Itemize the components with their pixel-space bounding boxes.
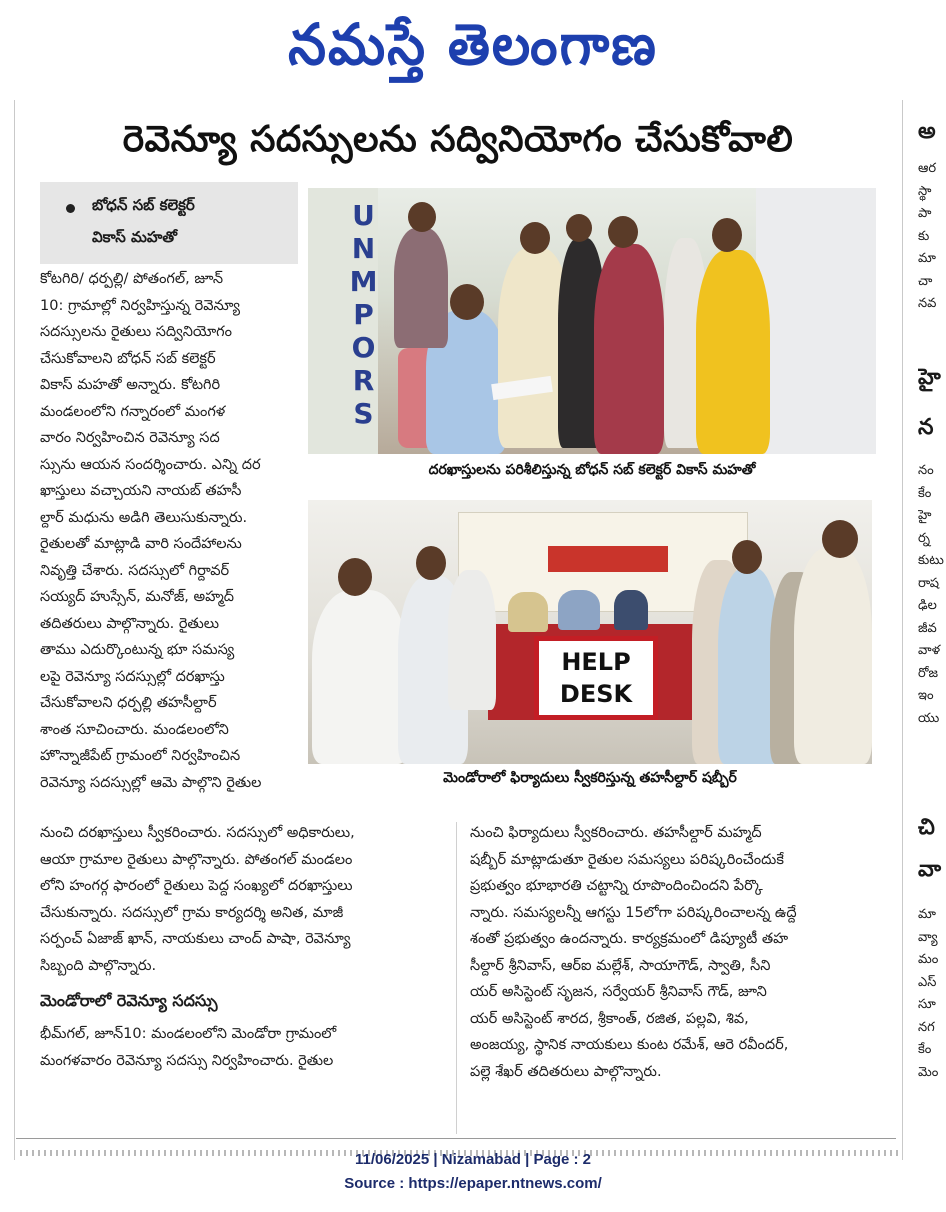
body-line: వికాస్ మహతో అన్నారు. కోటగిరి [40,377,221,393]
side-line: కుటు [918,553,944,568]
person [448,570,496,710]
body-line: స్సును ఆయన సందర్శించారు. ఎన్ని దర [40,456,261,473]
photo2-caption: మెండోరాలో ఫిర్యాదులు స్వీకరిస్తున్న తహసీల్దార్ షబ్బీర్ [443,770,737,786]
section-subhead: మెండోరాలో రెవెన్యూ సదస్సు [40,991,218,1010]
byline-box [40,182,298,264]
newspaper-logo: నమస్తే తెలంగాణ [288,10,658,78]
masthead [0,0,946,90]
footer-source-link[interactable]: Source : https://epaper.ntnews.com/ [344,1175,602,1192]
side-line: ఢిల [918,598,937,613]
body-line: సయ్యద్ హుస్సేన్, మనోజ్, అహ్మద్ [40,589,235,605]
side-line: మం [918,952,939,967]
body-line: ల్దార్ మధును అడిగి తెలుసుకున్నారు. [40,509,248,526]
body-line: యర్ అసిస్టెంట్ సృజన, సర్వేయర్ శ్రీనివాస్ గౌడ్, జూని [470,984,767,1000]
body-line: మండలంలోని గన్నారంలో మంగళ [40,403,226,420]
page-footer [0,1148,946,1196]
person-head [822,520,858,558]
side-line: ఆర [918,161,937,176]
side-heading: న [918,415,934,440]
side-line: వాళ [918,643,941,658]
bullet-icon [66,204,75,213]
body-line: భీమ్‌గల్, జూన్10: మండలంలోని మెండోరా గ్రామంలో [40,1026,337,1042]
body-line: శాంత సూచించారు. మండలంలోని [40,721,229,738]
person-head [416,546,446,580]
side-line: జీవ [918,620,937,636]
body-line: అంజయ్య, స్థానిక నాయకులు కుంట రమేశ్, ఆరె రవీందర్, [470,1037,789,1053]
side-line: ఎస్ [918,974,937,990]
side-line: మెం [918,1064,939,1080]
article-bottom-left-column [40,820,450,1074]
side-line: నవ [918,296,937,311]
body-line: శంతో ప్రభుత్వం ఉందన్నారు. కార్యక్రమంలో డిప్యూటీ తహ [470,931,789,947]
body-line: సీల్దార్ శ్రీనివాస్, ఆర్ఐ మల్లేశ్, సాయాగౌడ్, స్వాతి, సీని [470,957,771,974]
person [394,228,448,348]
body-line: సిబ్బంది పాల్గొన్నారు. [40,957,157,974]
person-head [608,216,638,248]
side-line: ర్న [918,530,930,546]
body-line: న్నారు. సమస్యలన్నీ ఆగస్టు 15లోగా పరిష్కరించాలన్న ఉద్దే [470,904,797,921]
person [508,592,548,632]
side-line: రాష [918,575,940,591]
body-line: తాము ఎదుర్కొంటున్న భూ సమస్య [40,642,235,658]
side-heading: వా [918,857,942,882]
side-line: కేం [918,485,932,501]
side-line: స్థా [918,183,932,199]
person-head [712,218,742,252]
person [794,548,872,764]
body-line: లపై రెవెన్యూ సదస్సుల్లో దరఖాస్తు [40,668,225,685]
side-heading: చి [918,815,935,840]
help-desk-line2: DESK [559,680,633,708]
side-line: ఇం [918,688,934,703]
person [558,590,600,630]
body-line: పల్లె శేఖర్ తదితరులు పాల్గొన్నారు. [470,1063,662,1080]
banner-title-strip [548,546,668,572]
body-line: చేసుకోవాలని ధర్పల్లి తహసీల్దార్ [40,695,217,711]
person-head [520,222,550,254]
side-line: పా [918,206,932,221]
wall-lettering: UNMPORS [347,198,380,430]
side-line: మా [918,251,936,266]
body-line: ఖాస్తులు వచ్చాయని నాయబ్ తహసీ [40,483,242,499]
body-line: నుంచి దరఖాస్తులు స్వీకరించారు. సదస్సులో అధికారులు, [40,825,355,841]
body-line: 10: గ్రామాల్లో నిర్వహిస్తున్న రెవెన్యూ [40,297,241,314]
side-line: కేం [918,1042,932,1057]
byline-name: వికాస్ మహతో [92,228,177,246]
side-line: నం [918,463,934,478]
body-line: మంగళవారం రెవెన్యూ సదస్సు నిర్వహించారు. రైతుల [40,1052,334,1069]
person [312,590,408,764]
person-head [450,284,484,320]
person-head [566,214,592,242]
person [594,244,664,454]
help-desk-sign [534,636,658,720]
side-line: సూ [918,997,936,1012]
body-line: రెవెన్యూ సదస్సుల్లో ఆమె పాల్గొని రైతుల [40,774,262,791]
body-line: లోని హంగర్గ ఫారంలో రైతులు పెద్ద సంఖ్యలో దరఖాస్తులు [40,878,353,894]
side-line: వ్యా [918,929,938,945]
footer-date-edition: 11/06/2025 | Nizamabad | Page : 2 [354,1151,592,1168]
byline-title: బోధన్ సబ్ కలెక్టర్ [92,196,195,214]
article-headline: రెవెన్యూ సదస్సులను సద్వినియోగం చేసుకోవాలి [122,119,794,160]
body-line: తదితరులు పాల్గొన్నారు. రైతులు [40,615,220,632]
body-line: నుంచి ఫిర్యాదులు స్వీకరించారు. తహసీల్దార్ మహ్మద్ [470,825,762,841]
wall-right [756,188,876,454]
body-line: ప్రభుత్వం భూభారతి చట్టాన్ని రూపొందించిందని పేర్కొ [470,878,763,894]
person [614,590,648,630]
article-left-column [40,266,302,796]
body-line: సదస్సులను రైతులు సద్వినియోగం [40,324,232,340]
body-line: వారం నిర్వహించిన రెవెన్యూ సద [40,430,220,446]
help-desk-line1: HELP [561,648,631,676]
photo-sub-collector-reviewing [308,188,876,454]
article-bottom-rule [16,1138,896,1139]
person-head [732,540,762,574]
side-heading: హై [918,365,941,390]
photo1-caption: దరఖాస్తులను పరిశీలిస్తున్న బోధన్ సబ్ కలెక్టర్ వికాస్ మహతో [428,462,756,478]
person-head [408,202,436,232]
body-line: చేసుకున్నారు. సదస్సులో గ్రామ కార్యదర్శి అనిత, మాజీ [40,904,344,921]
body-line: ఆయా గ్రామాల రైతులు పాల్గొన్నారు. పోతంగల్ మండలం [40,851,353,868]
body-line: సర్పంచ్ ఏజాజ్ ఖాన్, నాయకులు చాంద్ పాషా, రెవెన్యూ [40,931,351,947]
side-line: చా [918,273,933,289]
side-line: యు [918,710,940,726]
body-line: షబ్బీర్ మాట్లాడుతూ రైతుల సమస్యలు పరిష్కరించేందుకే [470,851,784,868]
column-rule-middle [456,822,457,1134]
person [696,250,770,454]
column-rule-right [902,100,903,1160]
side-line: మా [918,907,936,922]
body-line: చేసుకోవాలని బోధన్ సబ్ కలెక్టర్ [40,350,216,367]
side-heading: అ [918,119,936,144]
side-line: రోజ [918,665,938,681]
article-bottom-right-column [470,820,880,1085]
body-line: నివృత్తి చేశారు. సదస్సులో గిర్దావర్ [40,562,230,579]
photo-help-desk [308,500,872,764]
body-line: రైతులతో మాట్లాడి వారి సందేహాలను [40,536,242,552]
adjacent-article-column [918,110,946,1150]
body-line: యర్ అసిస్టెంట్ శారద, శ్రీకాంత్, రజిత, పల్లవి, శివ, [470,1010,749,1027]
body-line: కోటగిరి/ ధర్పల్లి/ పోతంగల్, జూన్ [40,271,224,287]
side-line: కు [918,228,930,244]
body-line: హొన్నాజీపేట్ గ్రామంలో నిర్వహించిన [40,748,241,764]
person-head [338,558,372,596]
side-line: నగ [918,1019,935,1035]
side-line: హై [918,508,932,523]
column-rule-left [14,100,15,1160]
